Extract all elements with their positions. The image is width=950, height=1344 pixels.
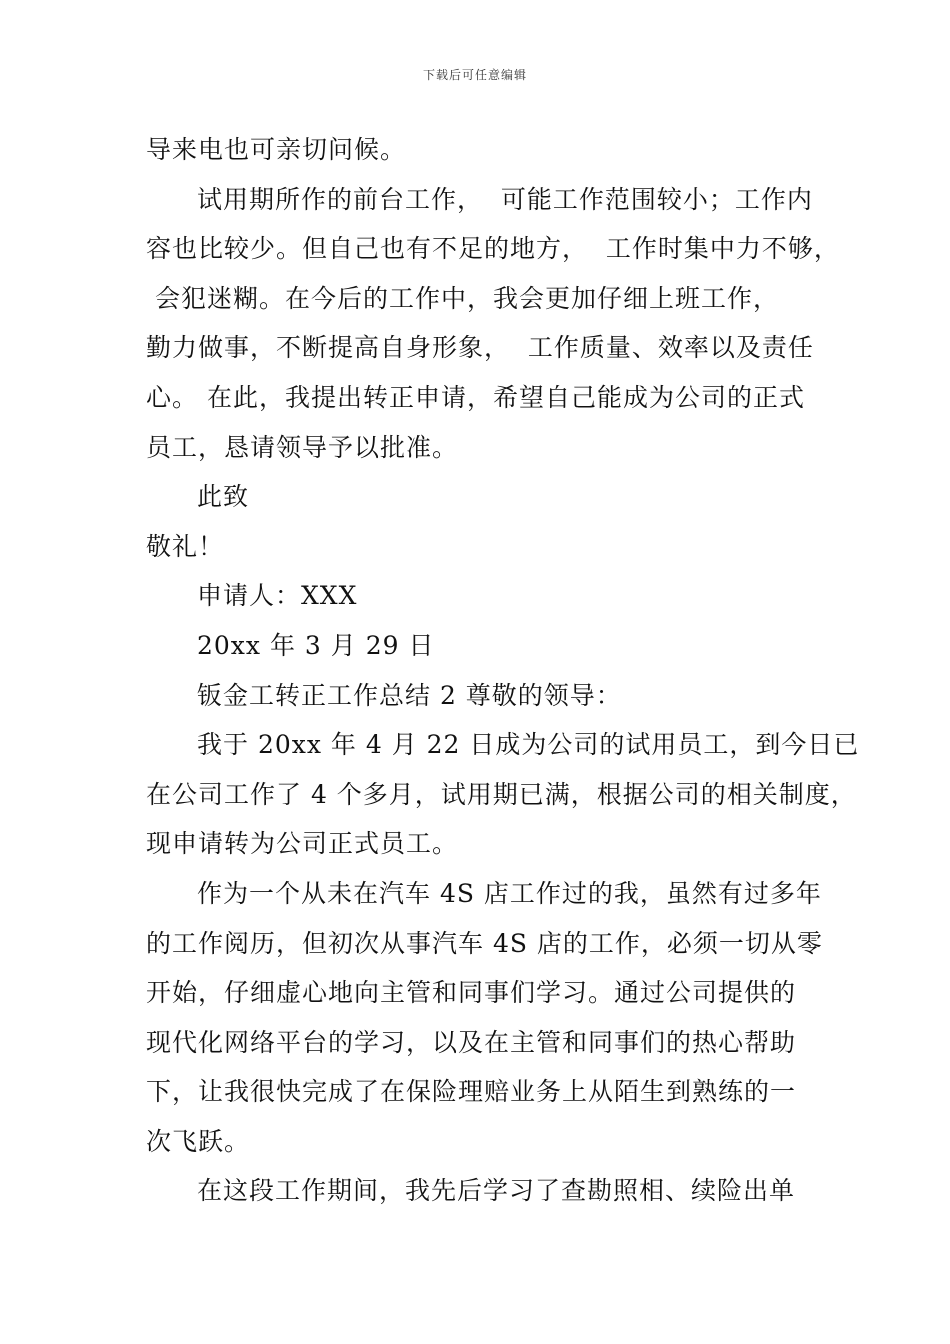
text-line: 导来电也可亲切问候。: [146, 135, 407, 164]
text-line: 下，让我很快完成了在保险理赔业务上从陌生到熟练的一: [146, 1077, 797, 1107]
salutation-regards: 敬礼！: [146, 531, 225, 561]
text-line: 试用期所作的前台工作， 可能工作范围较小；工作内: [197, 184, 813, 214]
text-line: 我于 20xx 年 4 月 22 日成为公司的试用员工，到今日已: [197, 730, 860, 760]
text-line: 会犯迷糊。在今后的工作中，我会更加仔细上班工作，: [146, 283, 779, 313]
applicant-line: 申请人：XXX: [197, 581, 358, 611]
section-title: 钣金工转正工作总结 2 尊敬的领导：: [197, 680, 622, 710]
page-header: 下载后可任意编辑: [422, 68, 527, 82]
text-line: 勤力做事，不断提高自身形象， 工作质量、效率以及责任: [146, 333, 814, 363]
text-line: 在公司工作了 4 个多月，试用期已满，根据公司的相关制度，: [146, 779, 857, 809]
salutation-closing: 此致: [197, 482, 250, 512]
document-body: [146, 125, 860, 1216]
text-line: 的工作阅历，但初次从事汽车 4S 店的工作，必须一切从零: [146, 928, 823, 958]
text-line: 容也比较少。但自己也有不足的地方， 工作时集中力不够，: [146, 234, 840, 264]
text-line: 次飞跃。: [146, 1126, 251, 1156]
text-line: 心。 在此，我提出转正申请，希望自己能成为公司的正式: [146, 382, 805, 412]
date-line: 20xx 年 3 月 29 日: [197, 630, 435, 660]
text-line: 开始，仔细虚心地向主管和同事们学习。通过公司提供的: [146, 978, 797, 1008]
text-line: 作为一个从未在汽车 4S 店工作过的我，虽然有过多年: [197, 878, 822, 908]
text-line: 现代化网络平台的学习，以及在主管和同事们的热心帮助: [146, 1027, 797, 1057]
text-line: 员工，恳请领导予以批准。: [146, 432, 459, 462]
text-line: 现申请转为公司正式员工。: [146, 829, 459, 859]
text-line: 在这段工作期间，我先后学习了查勘照相、续险出单: [197, 1176, 796, 1206]
